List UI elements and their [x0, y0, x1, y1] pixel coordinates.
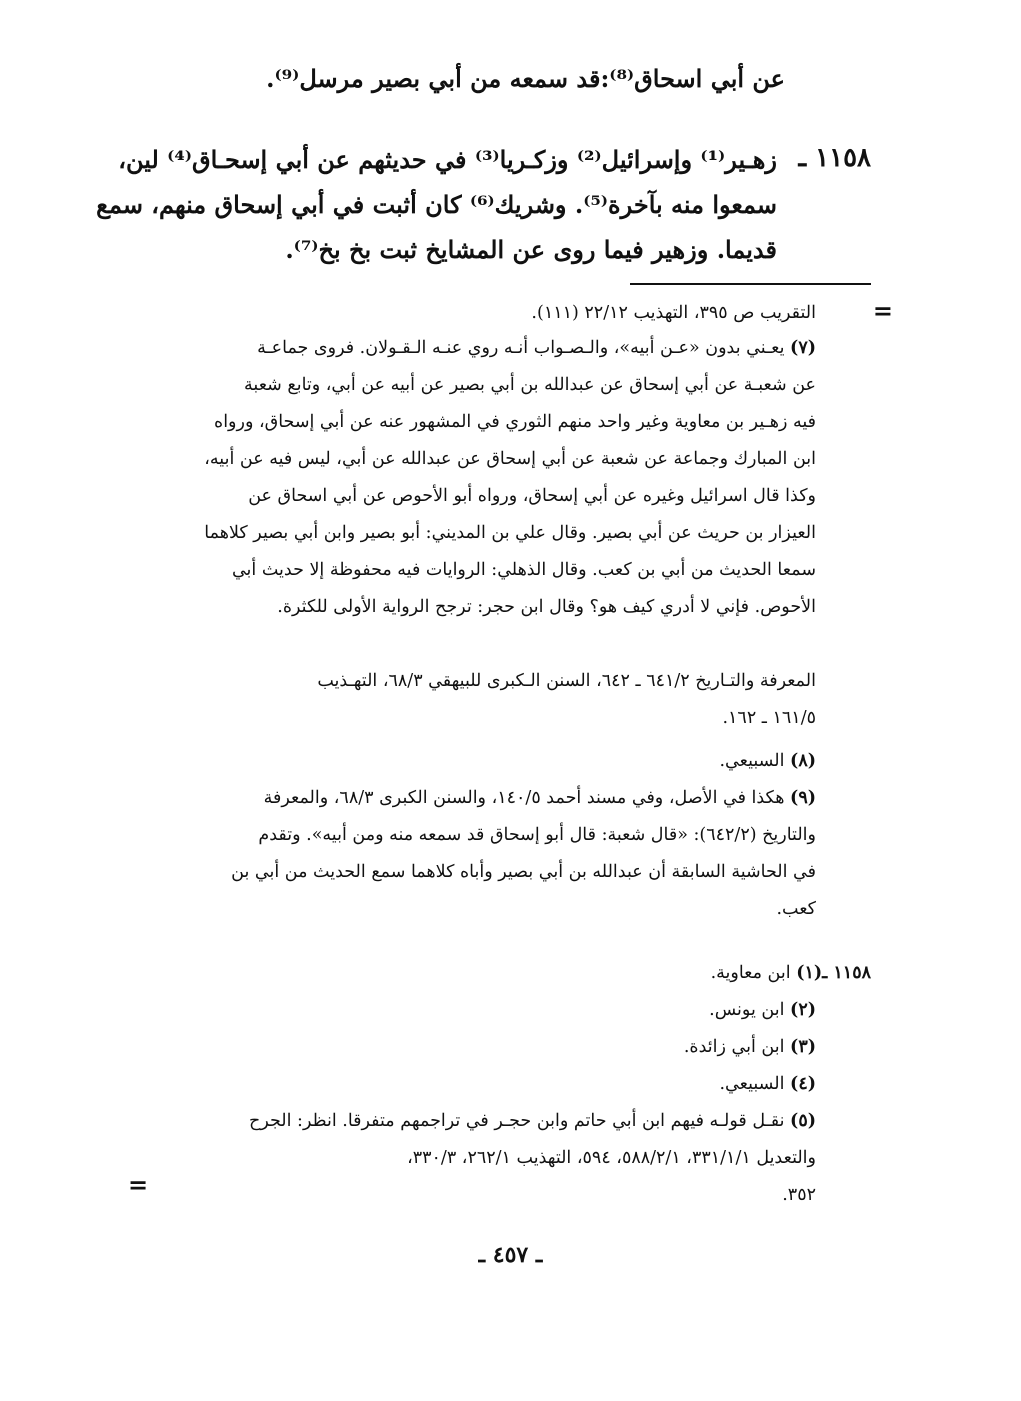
footnote-7-line-1	[156, 330, 816, 367]
footnote-1158-1-text: ابن معاوية.	[710, 963, 791, 983]
footnote-ref-line-1: المعرفة والتـاريخ ٦٤١/٢ ـ ٦٤٢، السنن الـكبرى للبيهقي ٦٨/٣، التهـذيب	[317, 671, 816, 691]
footnote-7-line-4: ابن المبارك وجماعة عن شعبة عن أبي إسحاق عن عبدالله عن أبي، ليس فيه عن أبيه،	[204, 449, 816, 469]
entry-1158-text	[96, 137, 777, 272]
footnote-1158-4-number: (٤)	[790, 1074, 816, 1094]
footnote-9-line-4: كعب.	[776, 899, 816, 919]
page-number: ـ ٤٥٧ ـ	[478, 1242, 543, 1268]
footnote-1158-1	[156, 955, 871, 992]
footnote-1158-5-line-1-text: نقـل قولـه فيهم ابن أبي حاتم وابن حجـر في تراجمهم متفرقا. انظر: الجرح	[249, 1111, 785, 1131]
footnote-top-line	[156, 295, 816, 332]
footnotes-entry-1158	[156, 955, 871, 1214]
entry-number: ١١٥٨ ـ	[798, 143, 871, 173]
footnote-7-number: (٧)	[790, 338, 816, 358]
footnote-9-line-1	[156, 780, 816, 817]
footnote-7	[156, 330, 816, 626]
footnote-separator	[630, 283, 871, 285]
footnote-ref-line-2: ١٦١/٥ ـ ١٦٢.	[722, 708, 816, 728]
footnote-9	[156, 780, 816, 928]
footnote-1158-3-number: (٣)	[790, 1037, 816, 1057]
footnote-7-line-8: الأحوص. فإني لا أدري كيف هو؟ وقال ابن حجر: ترجح الرواية الأولى للكثرة.	[277, 597, 816, 617]
footnote-1158-3-text: ابن أبي زائدة.	[683, 1037, 785, 1057]
footnote-1158-5-line-3: ٣٥٢.	[782, 1185, 816, 1205]
footnote-9-line-1-text: هكذا في الأصل، وفي مسند أحمد ١٤٠/٥، والسنن الكبرى ٦٨/٣، والمعرفة	[263, 788, 785, 808]
footnote-9-number: (٩)	[790, 788, 816, 808]
footnote-9-line-2: والتاريخ (٦٤٢/٢): «قال شعبة: قال أبو إسحاق قد سمعه منه ومن أبيه». وتقدم	[258, 825, 816, 845]
entry-line-1: زهـير⁽¹⁾ وإسرائيل⁽²⁾ وزكـريا⁽³⁾ في حديثهم عن أبي إسحـاق⁽⁴⁾ لين،	[118, 145, 777, 174]
footnote-1158-5-line-1	[156, 1103, 871, 1140]
footnote-7-line-7: سمعا الحديث من أبي بن كعب. وقال الذهلي: الروايات فيه محفوظة إلا حديث أبي	[231, 560, 816, 580]
continuation-mark-top: =	[872, 296, 891, 325]
footnote-1158-4	[156, 1066, 871, 1103]
footnote-7-line-5: وكذا قال اسرائيل وغيره عن أبي إسحاق، ورواه أبو الأحوص عن أبي اسحاق عن	[248, 486, 816, 506]
footnote-1158-4-text: السبيعي.	[719, 1074, 785, 1094]
footnote-8-text: السبيعي.	[719, 751, 785, 771]
footnote-7-line-3: فيه زهـير بن معاوية وغير واحد منهم الثوري في المشهور عنه عن أبي إسحاق، ورواه	[214, 412, 816, 432]
footnote-1158-5-number: (٥)	[790, 1111, 816, 1131]
footnote-1158-2-number: (٢)	[790, 1000, 816, 1020]
footnote-1158-2-text: ابن يونس.	[709, 1000, 785, 1020]
footnote-9-line-3: في الحاشية السابقة أن عبدالله بن أبي بصير وأباه كلاهما سمع الحديث من أبي بن	[231, 862, 816, 882]
footnote-7-line-6: العيزار بن حريث عن أبي بصير. وقال علي بن المديني: أبو بصير وابن أبي بصير كلاهما	[204, 523, 816, 543]
footnote-1158-2	[156, 992, 871, 1029]
footnote-1158-3	[156, 1029, 871, 1066]
footnote-7-line-1-text: يعـني بدون «عـن أبيه»، والـصـواب أنـه روي عنـه الـقـولان. فروى جماعـة	[257, 338, 785, 358]
footnote-1158-5-line-2: والتعديل ٣٣١/١/١، ٥٨٨/٢/١، ٥٩٤، التهذيب ٢٦٢/١، ٣٣٠/٣،	[407, 1148, 816, 1168]
entry-line-3: قديما. وزهير فيما روى عن المشايخ ثبت بخ بخ⁽⁷⁾.	[285, 235, 777, 264]
footnote-8	[156, 743, 816, 780]
footnote-1158-1-number: (١)	[796, 963, 823, 983]
footnote-7-line-2: عن شعبـة عن أبي إسحاق عن عبدالله بن أبي بصير عن أبيه عن أبي، وتابع شعبة	[244, 375, 816, 395]
footnote-top-text: التقريب ص ٣٩٥، التهذيب ٢٢/١٢ (١١١).	[531, 303, 816, 323]
footnote-8-number: (٨)	[790, 751, 816, 771]
footnote-8-line	[156, 743, 816, 780]
entry-line-2: سمعوا منه بآخرة⁽⁵⁾. وشريك⁽⁶⁾ كان أثبت في أبي إسحاق منهم، سمع	[96, 190, 777, 219]
footnote-references	[156, 663, 816, 737]
intro-line: عن أبي اسحاق⁽⁸⁾:قد سمعه من أبي بصير مرسل⁽⁹⁾.	[266, 64, 785, 93]
continuation-mark-bottom: =	[128, 1170, 147, 1199]
footnote-1158-lead: ١١٥٨ ـ	[822, 963, 871, 983]
